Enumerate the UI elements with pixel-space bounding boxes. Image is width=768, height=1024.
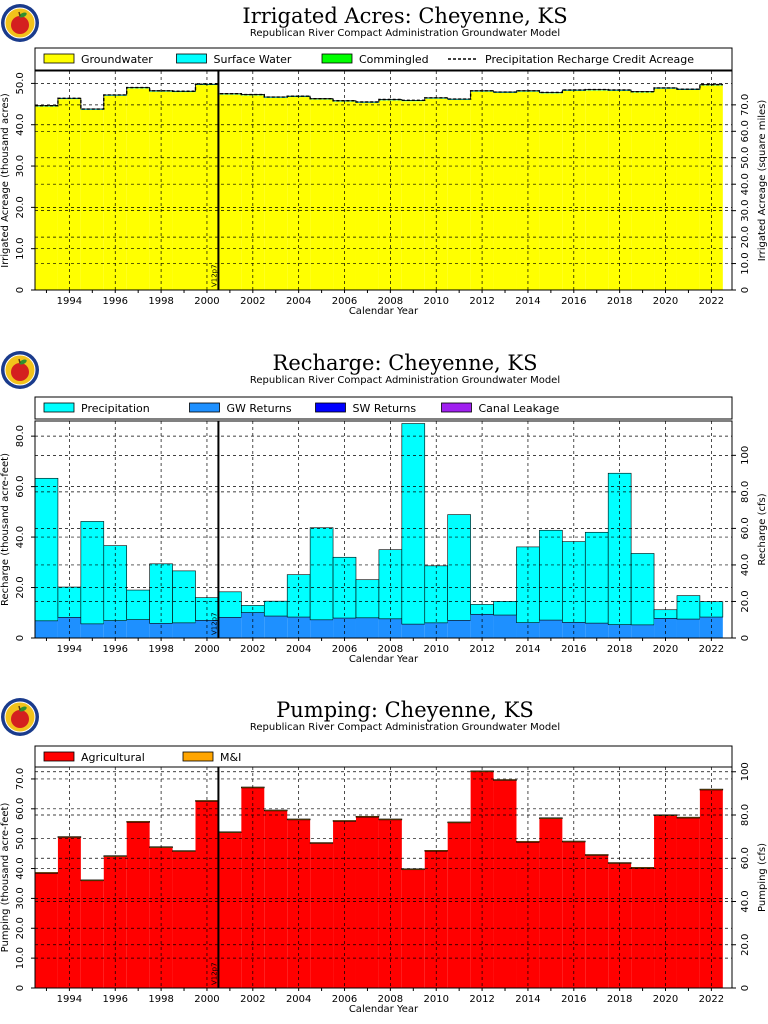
bar-gw-returns: [631, 625, 654, 638]
y2-tick-label: 80.0: [740, 480, 751, 504]
bar-groundwater: [539, 93, 562, 290]
chart-title: Recharge: Cheyenne, KS: [272, 351, 538, 375]
bar-groundwater: [264, 98, 287, 290]
y-axis-label: Irrigated Acreage (thousand acres): [0, 93, 11, 268]
bar-agricultural: [448, 823, 471, 988]
y2-tick-label: 100: [740, 762, 751, 782]
x-tick-label: 2014: [515, 296, 541, 307]
bar-gw-returns: [173, 623, 196, 638]
x-tick-label: 2012: [469, 644, 495, 655]
bar-precipitation: [173, 571, 196, 623]
y2-axis-label: Irrigated Acreage (square miles): [757, 99, 768, 262]
version-marker-label: V12p7: [210, 264, 219, 287]
chart-title: Irrigated Acres: Cheyenne, KS: [242, 4, 568, 28]
x-tick-label: 2010: [423, 994, 449, 1005]
bar-m-i: [195, 800, 218, 801]
y2-axis-label: Recharge (cfs): [757, 493, 768, 566]
legend-swatch: [442, 403, 472, 412]
bar-precipitation: [402, 424, 425, 625]
x-tick-label: 2018: [606, 994, 633, 1005]
y2-tick-label: 80.0: [740, 803, 751, 827]
x-tick-label: 2022: [698, 644, 725, 655]
y-tick-label: 60.0: [15, 475, 26, 498]
version-marker-label: V12p7: [210, 612, 219, 635]
x-tick-label: 2008: [377, 994, 404, 1005]
bar-agricultural: [585, 855, 608, 988]
bar-agricultural: [127, 822, 150, 988]
bar-groundwater: [448, 100, 471, 290]
bar-m-i: [448, 822, 471, 823]
bar-groundwater: [35, 107, 58, 290]
legend-label: Canal Leakage: [478, 402, 560, 415]
chart-subtitle: Republican River Compact Administration Groundwater Model: [249, 722, 561, 733]
bar-groundwater: [218, 95, 241, 290]
x-tick-label: 2008: [377, 644, 404, 655]
bar-groundwater: [81, 110, 104, 290]
x-tick-label: 2020: [652, 644, 679, 655]
bar-gw-returns: [356, 618, 379, 638]
y2-tick-label: 70.0: [740, 93, 751, 116]
bar-agricultural: [218, 833, 241, 988]
y2-tick-label: 50.0: [740, 146, 751, 169]
bar-gw-returns: [448, 620, 471, 638]
bar-groundwater: [402, 101, 425, 290]
y2-tick-label: 0: [740, 634, 751, 642]
bar-m-i: [700, 789, 723, 790]
legend-label: Precipitation: [81, 402, 150, 415]
bar-groundwater: [494, 93, 517, 290]
bar-m-i: [677, 817, 700, 818]
bar-m-i: [310, 843, 333, 844]
bar-m-i: [58, 837, 81, 838]
bar-gw-returns: [402, 624, 425, 638]
y2-tick-label: 60.0: [740, 120, 751, 143]
bar-precipitation: [585, 532, 608, 623]
bar-agricultural: [539, 819, 562, 988]
x-tick-label: 2022: [698, 296, 725, 307]
y-tick-label: 40.0: [15, 857, 26, 880]
bar-precipitation: [539, 530, 562, 620]
y2-tick-label: 40.0: [740, 173, 751, 196]
bar-precipitation: [127, 590, 150, 620]
x-tick-label: 2016: [561, 994, 587, 1005]
x-tick-label: 2020: [652, 296, 679, 307]
bar-gw-returns: [127, 620, 150, 638]
bar-gw-returns: [104, 621, 127, 638]
bar-m-i: [104, 856, 127, 857]
y-tick-label: 50.0: [15, 827, 26, 850]
bar-agricultural: [310, 843, 333, 988]
bar-agricultural: [81, 881, 104, 988]
bar-gw-returns: [35, 621, 58, 638]
bar-precipitation: [264, 601, 287, 616]
y2-tick-label: 100: [740, 445, 751, 465]
y-tick-label: 0: [15, 286, 26, 294]
y2-tick-label: 20.0: [740, 225, 751, 249]
bar-gw-returns: [562, 622, 585, 638]
bar-groundwater: [631, 92, 654, 290]
legend-label: Commingled: [359, 53, 429, 66]
bar-gw-returns: [81, 624, 104, 638]
y-axis-label: Recharge (thousand acre-feet): [0, 453, 11, 606]
bar-gw-returns: [494, 615, 517, 638]
bar-m-i: [287, 819, 310, 820]
x-tick-label: 2004: [285, 296, 312, 307]
x-tick-label: 2022: [698, 994, 725, 1005]
logo-apple-icon: [11, 710, 29, 728]
x-tick-label: 2020: [652, 994, 679, 1005]
bar-precipitation: [310, 528, 333, 620]
bar-groundwater: [310, 100, 333, 290]
bar-agricultural: [356, 817, 379, 988]
y2-tick-label: 40.0: [740, 553, 751, 577]
bar-precipitation: [218, 592, 241, 617]
y-tick-label: 60.0: [15, 797, 26, 820]
y-axis-label: Pumping (thousand acre-feet): [0, 802, 11, 953]
y2-tick-label: 60.0: [740, 847, 751, 870]
y-tick-label: 20.0: [15, 917, 26, 940]
legend-swatch: [177, 54, 207, 63]
bar-agricultural: [494, 780, 517, 988]
bar-gw-returns: [539, 620, 562, 638]
bar-m-i: [631, 867, 654, 868]
x-tick-label: 2004: [285, 644, 312, 655]
x-tick-label: 2002: [240, 296, 266, 307]
legend-swatch: [316, 403, 346, 412]
bar-m-i: [264, 810, 287, 811]
legend-swatch: [190, 403, 220, 412]
chart-3: [0, 698, 768, 1015]
x-tick-label: 2018: [606, 644, 633, 655]
x-tick-label: 2012: [469, 296, 495, 307]
x-tick-label: 1998: [148, 644, 174, 655]
chart-1: [0, 4, 768, 317]
x-tick-label: 2014: [515, 644, 541, 655]
x-tick-label: 2014: [515, 994, 541, 1005]
bar-m-i: [402, 869, 425, 870]
x-tick-label: 2008: [377, 296, 404, 307]
y2-tick-label: 10.0: [740, 252, 751, 275]
x-axis-label: Calendar Year: [348, 654, 419, 665]
legend-swatch: [44, 403, 74, 412]
bar-groundwater: [127, 88, 150, 290]
x-tick-label: 2010: [423, 296, 449, 307]
bar-agricultural: [677, 818, 700, 988]
bar-groundwater: [356, 103, 379, 290]
bar-m-i: [35, 872, 58, 873]
bar-m-i: [81, 880, 104, 881]
legend-label: SW Returns: [352, 402, 417, 415]
bar-m-i: [494, 780, 517, 781]
y2-tick-label: 0: [740, 984, 751, 992]
legend-swatch: [44, 54, 74, 63]
bar-groundwater: [677, 90, 700, 290]
legend-label: GW Returns: [226, 402, 292, 415]
x-tick-label: 2002: [240, 644, 266, 655]
y2-tick-label: 40.0: [740, 890, 751, 913]
legend-swatch: [322, 54, 352, 63]
legend-label: Groundwater: [81, 53, 153, 66]
y2-tick-label: 30.0: [740, 199, 751, 222]
y-tick-label: 40.0: [15, 525, 26, 549]
chart-title: Pumping: Cheyenne, KS: [276, 698, 534, 722]
x-tick-label: 1998: [148, 296, 174, 307]
y-tick-label: 0: [15, 984, 26, 992]
x-tick-label: 2016: [561, 296, 587, 307]
legend-label: Agricultural: [81, 751, 145, 764]
bar-groundwater: [173, 92, 196, 290]
bar-gw-returns: [218, 617, 241, 638]
bar-gw-returns: [677, 619, 700, 638]
x-tick-label: 1996: [102, 994, 128, 1005]
y2-tick-label: 60.0: [740, 517, 751, 540]
y-tick-label: 0: [15, 634, 26, 642]
y2-tick-label: 20.0: [740, 590, 751, 613]
x-tick-label: 1996: [102, 296, 128, 307]
x-tick-label: 1994: [56, 644, 83, 655]
bar-precipitation: [35, 478, 58, 621]
legend-swatch: [183, 752, 213, 761]
bar-m-i: [127, 821, 150, 822]
legend-label: Precipitation Recharge Credit Acreage: [485, 53, 694, 66]
bar-agricultural: [173, 852, 196, 988]
x-tick-label: 2000: [194, 296, 220, 307]
bar-gw-returns: [585, 623, 608, 638]
bar-precipitation: [631, 553, 654, 624]
y-tick-label: 10.0: [15, 237, 26, 260]
x-tick-label: 2016: [561, 644, 587, 655]
bar-groundwater: [379, 100, 402, 290]
y-tick-label: 70.0: [15, 767, 26, 791]
x-tick-label: 2006: [331, 994, 358, 1005]
bar-gw-returns: [516, 623, 539, 638]
y-tick-label: 80.0: [15, 425, 26, 448]
x-tick-label: 2004: [285, 994, 312, 1005]
x-tick-label: 1996: [102, 644, 128, 655]
bar-m-i: [585, 855, 608, 856]
y-tick-label: 30.0: [15, 887, 26, 910]
x-tick-label: 2012: [469, 994, 495, 1005]
chart-subtitle: Republican River Compact Administration Groundwater Model: [249, 375, 561, 386]
y-tick-label: 40.0: [15, 113, 26, 136]
bar-m-i: [539, 818, 562, 819]
logo-apple-icon: [11, 363, 29, 381]
bar-m-i: [356, 816, 379, 817]
y-tick-label: 50.0: [15, 72, 26, 95]
y2-axis-label: Pumping (cfs): [757, 843, 768, 912]
logo-stem-icon: [19, 706, 20, 710]
legend-label: M&I: [220, 751, 242, 764]
y-tick-label: 20.0: [15, 196, 26, 219]
y-tick-label: 20.0: [15, 576, 26, 599]
y2-tick-label: 20.0: [740, 933, 751, 956]
x-tick-label: 1994: [56, 994, 83, 1005]
x-tick-label: 2006: [331, 644, 358, 655]
bar-m-i: [379, 819, 402, 820]
y2-tick-label: 0: [740, 286, 751, 294]
x-tick-label: 2000: [194, 644, 220, 655]
bar-agricultural: [264, 811, 287, 988]
y-tick-label: 10.0: [15, 947, 26, 970]
x-tick-label: 1994: [56, 296, 83, 307]
x-axis-label: Calendar Year: [348, 1004, 419, 1015]
bar-precipitation: [677, 596, 700, 619]
bar-m-i: [173, 851, 196, 852]
x-axis-label: Calendar Year: [348, 306, 419, 317]
x-tick-label: 2000: [194, 994, 220, 1005]
bar-groundwater: [333, 102, 356, 290]
x-tick-label: 2018: [606, 296, 633, 307]
legend-swatch: [44, 752, 74, 761]
x-tick-label: 2002: [240, 994, 266, 1005]
bar-gw-returns: [264, 616, 287, 638]
bar-precipitation: [448, 515, 471, 621]
version-marker-label: V12p7: [210, 962, 219, 985]
bar-agricultural: [35, 873, 58, 988]
bar-m-i: [218, 832, 241, 833]
bar-groundwater: [585, 90, 608, 290]
logo-stem-icon: [19, 359, 20, 363]
logo-apple-icon: [11, 16, 29, 34]
chart-subtitle: Republican River Compact Administration Groundwater Model: [249, 28, 561, 39]
x-tick-label: 1998: [148, 994, 174, 1005]
y-tick-label: 30.0: [15, 154, 26, 178]
x-tick-label: 2010: [423, 644, 449, 655]
bar-gw-returns: [310, 620, 333, 638]
logo-stem-icon: [19, 12, 20, 16]
bar-precipitation: [494, 601, 517, 615]
x-tick-label: 2006: [331, 296, 358, 307]
chart-2: [0, 351, 768, 665]
bar-precipitation: [356, 580, 379, 618]
bar-agricultural: [402, 870, 425, 988]
legend-label: Surface Water: [213, 53, 292, 66]
